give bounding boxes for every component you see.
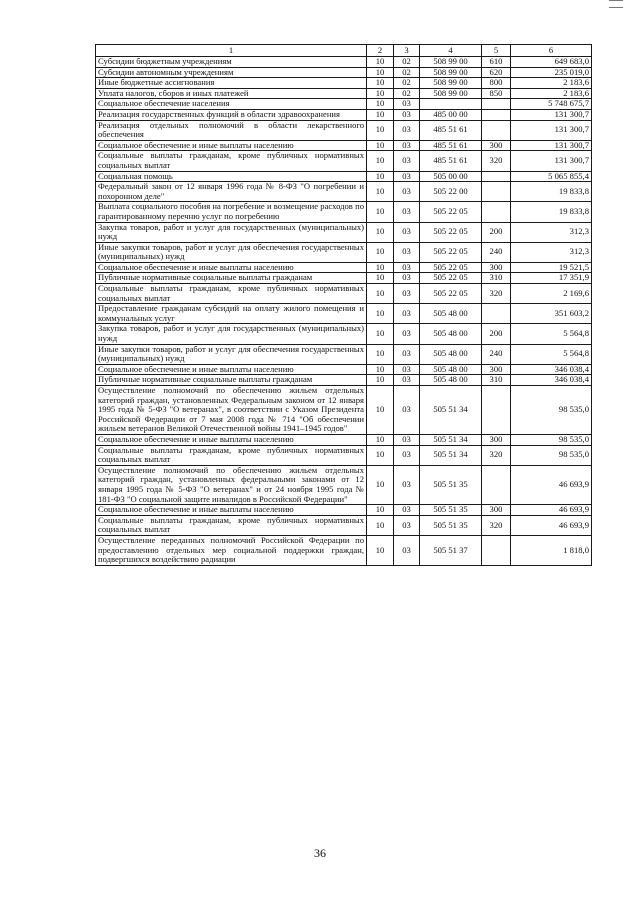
row-expense-type-cell: 300 — [482, 364, 511, 375]
row-subsection-cell: 03 — [394, 140, 420, 151]
row-name-cell: Иные бюджетные ассигнования — [96, 78, 367, 89]
row-name-cell: Предоставление гражданам субсидий на оплату жилого помещения и коммунальных услуг — [96, 304, 367, 324]
row-expense-type-cell: 320 — [482, 445, 511, 465]
table-row — [96, 171, 592, 182]
row-amount-cell: 98 535,0 — [511, 434, 592, 445]
table-row — [96, 344, 592, 364]
row-target-article-cell: 505 51 35 — [420, 465, 482, 504]
row-subsection-cell: 03 — [394, 344, 420, 364]
row-amount-cell: 351 603,2 — [511, 304, 592, 324]
row-subsection-cell: 03 — [394, 535, 420, 565]
row-subsection-cell: 03 — [394, 222, 420, 242]
row-section-cell: 10 — [367, 344, 394, 364]
row-target-article-cell: 505 51 34 — [420, 445, 482, 465]
row-expense-type-cell — [482, 535, 511, 565]
row-subsection-cell: 03 — [394, 262, 420, 273]
row-subsection-cell: 03 — [394, 109, 420, 120]
row-expense-type-cell: 620 — [482, 67, 511, 78]
table-row — [96, 182, 592, 202]
row-expense-type-cell — [482, 99, 511, 110]
row-name-cell: Социальное обеспечение и иные выплаты населению — [96, 505, 367, 516]
row-section-cell: 10 — [367, 505, 394, 516]
row-subsection-cell: 02 — [394, 78, 420, 89]
row-expense-type-cell: 610 — [482, 57, 511, 68]
row-target-article-cell: 505 51 35 — [420, 505, 482, 516]
row-expense-type-cell — [482, 120, 511, 140]
row-name-cell: Субсидии автономным учреждениям — [96, 67, 367, 78]
row-amount-cell: 5 564,8 — [511, 344, 592, 364]
row-section-cell: 10 — [367, 515, 394, 535]
row-name-cell: Реализация отдельных полномочий в области лекарственного обеспечения — [96, 120, 367, 140]
table-row — [96, 445, 592, 465]
table-row — [96, 99, 592, 110]
row-section-cell: 10 — [367, 171, 394, 182]
row-subsection-cell: 03 — [394, 99, 420, 110]
row-amount-cell: 19 833,8 — [511, 202, 592, 222]
row-section-cell: 10 — [367, 222, 394, 242]
row-section-cell: 10 — [367, 109, 394, 120]
budget-table — [95, 44, 592, 566]
row-amount-cell: 312,3 — [511, 242, 592, 262]
row-amount-cell: 5 748 675,7 — [511, 99, 592, 110]
row-name-cell: Закупка товаров, работ и услуг для государственных (муниципальных) нужд — [96, 222, 367, 242]
row-name-cell: Публичные нормативные социальные выплаты гражданам — [96, 375, 367, 386]
row-name-cell: Выплата социального пособия на погребение и возмещение расходов по гарантированному перечню услуг по погребению — [96, 202, 367, 222]
row-target-article-cell: 505 22 05 — [420, 202, 482, 222]
row-target-article-cell — [420, 99, 482, 110]
table-row — [96, 67, 592, 78]
row-amount-cell: 2 183,6 — [511, 88, 592, 99]
row-name-cell: Реализация государственных функций в области здравоохранения — [96, 109, 367, 120]
table-header-row — [96, 45, 592, 57]
table-row — [96, 222, 592, 242]
row-target-article-cell: 508 99 00 — [420, 88, 482, 99]
row-target-article-cell: 505 22 00 — [420, 182, 482, 202]
row-target-article-cell: 505 22 05 — [420, 284, 482, 304]
table-row — [96, 375, 592, 386]
row-name-cell: Осуществление полномочий по обеспечению жильем отдельных категорий граждан, установленных федеральными законами от 12 января 1995 года № 5-ФЗ "О ветеранах" и от 24 ноября 1995 года № 181-ФЗ "О социальной защите инвалидов в Российской Федерации" — [96, 465, 367, 504]
row-expense-type-cell: 200 — [482, 222, 511, 242]
row-expense-type-cell: 320 — [482, 284, 511, 304]
table-row — [96, 202, 592, 222]
row-section-cell: 10 — [367, 242, 394, 262]
table-row — [96, 140, 592, 151]
row-target-article-cell: 505 48 00 — [420, 364, 482, 375]
page-corner-mark — [609, 0, 623, 8]
row-subsection-cell: 03 — [394, 304, 420, 324]
row-target-article-cell: 508 99 00 — [420, 78, 482, 89]
row-target-article-cell: 505 51 35 — [420, 515, 482, 535]
row-section-cell: 10 — [367, 465, 394, 504]
row-expense-type-cell — [482, 202, 511, 222]
row-name-cell: Социальное обеспечение и иные выплаты населению — [96, 262, 367, 273]
row-expense-type-cell — [482, 386, 511, 435]
row-amount-cell: 2 183,6 — [511, 78, 592, 89]
row-amount-cell: 131 300,7 — [511, 151, 592, 171]
table-row — [96, 505, 592, 516]
table-row — [96, 120, 592, 140]
row-subsection-cell: 03 — [394, 151, 420, 171]
row-amount-cell: 131 300,7 — [511, 140, 592, 151]
row-name-cell: Социальные выплаты гражданам, кроме публичных нормативных социальных выплат — [96, 445, 367, 465]
row-amount-cell: 17 351,9 — [511, 273, 592, 284]
row-amount-cell: 98 535,0 — [511, 386, 592, 435]
row-name-cell: Социальная помощь — [96, 171, 367, 182]
header-col-6: 6 — [511, 45, 592, 57]
row-name-cell: Социальное обеспечение и иные выплаты населению — [96, 434, 367, 445]
row-expense-type-cell: 300 — [482, 140, 511, 151]
row-subsection-cell: 03 — [394, 375, 420, 386]
row-expense-type-cell: 300 — [482, 262, 511, 273]
row-section-cell: 10 — [367, 140, 394, 151]
row-name-cell: Социальное обеспечение и иные выплаты населению — [96, 364, 367, 375]
row-target-article-cell: 505 51 34 — [420, 434, 482, 445]
row-expense-type-cell: 310 — [482, 273, 511, 284]
row-section-cell: 10 — [367, 57, 394, 68]
row-name-cell: Публичные нормативные социальные выплаты гражданам — [96, 273, 367, 284]
table-row — [96, 262, 592, 273]
row-target-article-cell: 485 51 61 — [420, 151, 482, 171]
row-subsection-cell: 03 — [394, 182, 420, 202]
table-row — [96, 324, 592, 344]
row-subsection-cell: 03 — [394, 505, 420, 516]
row-amount-cell: 346 038,4 — [511, 364, 592, 375]
row-subsection-cell: 03 — [394, 465, 420, 504]
row-target-article-cell: 505 00 00 — [420, 171, 482, 182]
row-amount-cell: 98 535,0 — [511, 445, 592, 465]
row-name-cell: Уплата налогов, сборов и иных платежей — [96, 88, 367, 99]
header-col-1: 1 — [96, 45, 367, 57]
row-subsection-cell: 02 — [394, 57, 420, 68]
row-section-cell: 10 — [367, 364, 394, 375]
row-expense-type-cell: 310 — [482, 375, 511, 386]
row-name-cell: Закупка товаров, работ и услуг для государственных (муниципальных) нужд — [96, 324, 367, 344]
row-subsection-cell: 03 — [394, 515, 420, 535]
row-expense-type-cell: 240 — [482, 242, 511, 262]
row-section-cell: 10 — [367, 386, 394, 435]
row-amount-cell: 131 300,7 — [511, 120, 592, 140]
row-target-article-cell: 505 22 05 — [420, 273, 482, 284]
row-name-cell: Социальные выплаты гражданам, кроме публичных нормативных социальных выплат — [96, 151, 367, 171]
row-subsection-cell: 03 — [394, 386, 420, 435]
row-subsection-cell: 03 — [394, 202, 420, 222]
row-section-cell: 10 — [367, 88, 394, 99]
row-section-cell: 10 — [367, 304, 394, 324]
row-expense-type-cell: 320 — [482, 151, 511, 171]
row-name-cell: Иные закупки товаров, работ и услуг для обеспечения государственных (муниципальных) нужд — [96, 242, 367, 262]
table-row — [96, 284, 592, 304]
row-target-article-cell: 485 00 00 — [420, 109, 482, 120]
row-amount-cell: 5 065 855,4 — [511, 171, 592, 182]
row-subsection-cell: 03 — [394, 324, 420, 344]
row-section-cell: 10 — [367, 120, 394, 140]
row-section-cell: 10 — [367, 273, 394, 284]
row-target-article-cell: 505 51 34 — [420, 386, 482, 435]
row-amount-cell: 19 521,5 — [511, 262, 592, 273]
row-name-cell: Субсидии бюджетным учреждениям — [96, 57, 367, 68]
row-target-article-cell: 505 48 00 — [420, 344, 482, 364]
header-col-5: 5 — [482, 45, 511, 57]
row-subsection-cell: 03 — [394, 120, 420, 140]
row-subsection-cell: 03 — [394, 364, 420, 375]
row-amount-cell: 2 169,6 — [511, 284, 592, 304]
table-row — [96, 515, 592, 535]
row-target-article-cell: 505 48 00 — [420, 324, 482, 344]
row-name-cell: Социальное обеспечение и иные выплаты населению — [96, 140, 367, 151]
row-subsection-cell: 03 — [394, 284, 420, 304]
row-subsection-cell: 03 — [394, 171, 420, 182]
row-expense-type-cell: 320 — [482, 515, 511, 535]
row-expense-type-cell: 800 — [482, 78, 511, 89]
row-expense-type-cell: 240 — [482, 344, 511, 364]
row-amount-cell: 312,3 — [511, 222, 592, 242]
row-amount-cell: 19 833,8 — [511, 182, 592, 202]
page-number: 36 — [314, 846, 326, 860]
row-section-cell: 10 — [367, 202, 394, 222]
row-section-cell: 10 — [367, 434, 394, 445]
row-target-article-cell: 508 99 00 — [420, 57, 482, 68]
row-name-cell: Социальные выплаты гражданам, кроме публичных нормативных социальных выплат — [96, 284, 367, 304]
table-row — [96, 386, 592, 435]
row-target-article-cell: 505 22 05 — [420, 262, 482, 273]
row-target-article-cell: 505 48 00 — [420, 375, 482, 386]
table-row — [96, 151, 592, 171]
row-expense-type-cell — [482, 465, 511, 504]
row-name-cell: Федеральный закон от 12 января 1996 года № 8-ФЗ "О погребении и похоронном деле" — [96, 182, 367, 202]
row-subsection-cell: 02 — [394, 88, 420, 99]
row-section-cell: 10 — [367, 445, 394, 465]
table-row — [96, 242, 592, 262]
row-name-cell: Социальное обеспечение населения — [96, 99, 367, 110]
row-section-cell: 10 — [367, 284, 394, 304]
row-subsection-cell: 03 — [394, 445, 420, 465]
row-section-cell: 10 — [367, 78, 394, 89]
table-row — [96, 535, 592, 565]
table-row — [96, 434, 592, 445]
header-col-4: 4 — [420, 45, 482, 57]
row-amount-cell: 235 019,0 — [511, 67, 592, 78]
row-section-cell: 10 — [367, 151, 394, 171]
row-section-cell: 10 — [367, 262, 394, 273]
row-section-cell: 10 — [367, 99, 394, 110]
table-row — [96, 364, 592, 375]
row-amount-cell: 5 564,8 — [511, 324, 592, 344]
table-row — [96, 88, 592, 99]
row-name-cell: Осуществление переданных полномочий Российской Федерации по предоставлению отдельных мер социальной поддержки граждан, подвергшихся воздействию радиации — [96, 535, 367, 565]
header-col-3: 3 — [394, 45, 420, 57]
table-row — [96, 57, 592, 68]
row-target-article-cell: 505 22 05 — [420, 242, 482, 262]
row-target-article-cell: 485 51 61 — [420, 120, 482, 140]
row-target-article-cell: 508 99 00 — [420, 67, 482, 78]
row-amount-cell: 131 300,7 — [511, 109, 592, 120]
row-name-cell: Осуществление полномочий по обеспечению жильем отдельных категорий граждан, установленных Федеральным законом от 12 января 1995 года № 5-ФЗ "О ветеранах", в соответствии с Указом Президента Российской Федерации от 7 мая 2008 года № 714 "Об обеспечении жильем ветеранов Великой Отечественной войны 1941–1945 годов" — [96, 386, 367, 435]
row-section-cell: 10 — [367, 67, 394, 78]
table-row — [96, 273, 592, 284]
table-row — [96, 304, 592, 324]
row-section-cell: 10 — [367, 535, 394, 565]
row-target-article-cell: 505 22 05 — [420, 222, 482, 242]
row-expense-type-cell: 300 — [482, 505, 511, 516]
row-target-article-cell: 485 51 61 — [420, 140, 482, 151]
table-row — [96, 109, 592, 120]
row-amount-cell: 1 818,0 — [511, 535, 592, 565]
row-subsection-cell: 03 — [394, 273, 420, 284]
row-section-cell: 10 — [367, 324, 394, 344]
row-target-article-cell: 505 51 37 — [420, 535, 482, 565]
row-expense-type-cell — [482, 182, 511, 202]
row-expense-type-cell — [482, 304, 511, 324]
row-name-cell: Иные закупки товаров, работ и услуг для обеспечения государственных (муниципальных) нужд — [96, 344, 367, 364]
row-target-article-cell: 505 48 00 — [420, 304, 482, 324]
row-expense-type-cell: 200 — [482, 324, 511, 344]
header-col-2: 2 — [367, 45, 394, 57]
row-subsection-cell: 03 — [394, 242, 420, 262]
row-name-cell: Социальные выплаты гражданам, кроме публичных нормативных социальных выплат — [96, 515, 367, 535]
row-amount-cell: 346 038,4 — [511, 375, 592, 386]
row-amount-cell: 649 683,0 — [511, 57, 592, 68]
row-amount-cell: 46 693,9 — [511, 515, 592, 535]
row-expense-type-cell — [482, 171, 511, 182]
row-expense-type-cell: 300 — [482, 434, 511, 445]
row-section-cell: 10 — [367, 182, 394, 202]
row-amount-cell: 46 693,9 — [511, 465, 592, 504]
row-amount-cell: 46 693,9 — [511, 505, 592, 516]
table-row — [96, 78, 592, 89]
row-expense-type-cell: 850 — [482, 88, 511, 99]
row-subsection-cell: 03 — [394, 434, 420, 445]
table-row — [96, 465, 592, 504]
row-expense-type-cell — [482, 109, 511, 120]
row-section-cell: 10 — [367, 375, 394, 386]
row-subsection-cell: 02 — [394, 67, 420, 78]
